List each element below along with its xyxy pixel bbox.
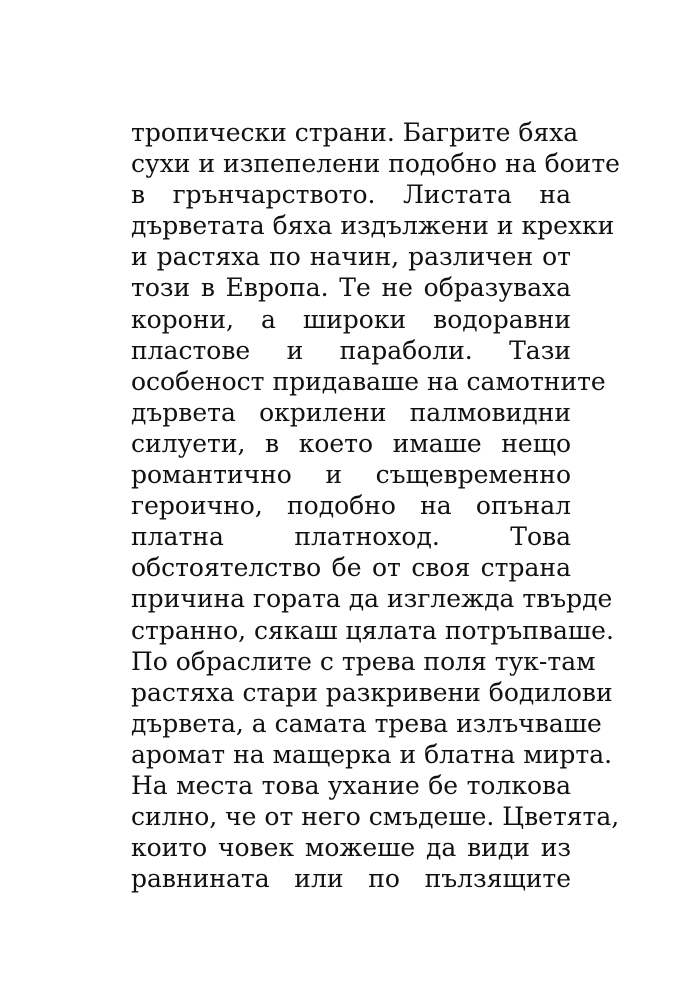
text-line: корони, а широки водоравни: [131, 304, 571, 334]
text-line: растяха стари разкривени бодилови: [131, 677, 613, 707]
text-line: силуети, в което имаше нещо: [131, 428, 571, 458]
text-line: особеност придаваше на самотните: [131, 366, 606, 396]
text-line: пластове и параболи. Тази: [131, 335, 571, 365]
text-line: дърветата бяха издължени и крехки: [131, 211, 615, 241]
text-line: тропически страни. Багрите бяха: [131, 118, 579, 147]
text-line: силно, че от него смъдеше. Цветята,: [131, 802, 620, 832]
text-line: дървета окрилени палмовидни: [131, 397, 571, 427]
text-line: този в Европа. Те не образуваха: [131, 273, 571, 303]
text-line: равнината или по пълзящите: [131, 864, 571, 894]
text-line: сухи и изпепелени подобно на боите: [131, 149, 620, 179]
text-line: По обраслите с трева поля тук-там: [131, 646, 596, 676]
body-text: [131, 117, 620, 894]
text-line: героично, подобно на опънал: [131, 491, 571, 521]
text-line: които човек можеше да види из: [131, 833, 571, 863]
text-line: в грънчарството. Листата на: [131, 180, 571, 210]
text-line: обстоятелство бе от своя страна: [131, 553, 571, 583]
text-line: романтично и същевременно: [131, 460, 571, 490]
text-line: платна платноход. Това: [131, 522, 571, 552]
text-line: дървета, а самата трева излъчваше: [131, 708, 602, 738]
text-line: аромат на мащерка и блатна мирта.: [131, 739, 613, 769]
text-line: На места това ухание бе толкова: [131, 770, 571, 800]
text-line: странно, сякаш цялата потръпваше.: [131, 615, 614, 645]
text-line: и растяха по начин, различен от: [131, 242, 571, 272]
text-line: причина гората да изглежда твърде: [131, 584, 613, 614]
